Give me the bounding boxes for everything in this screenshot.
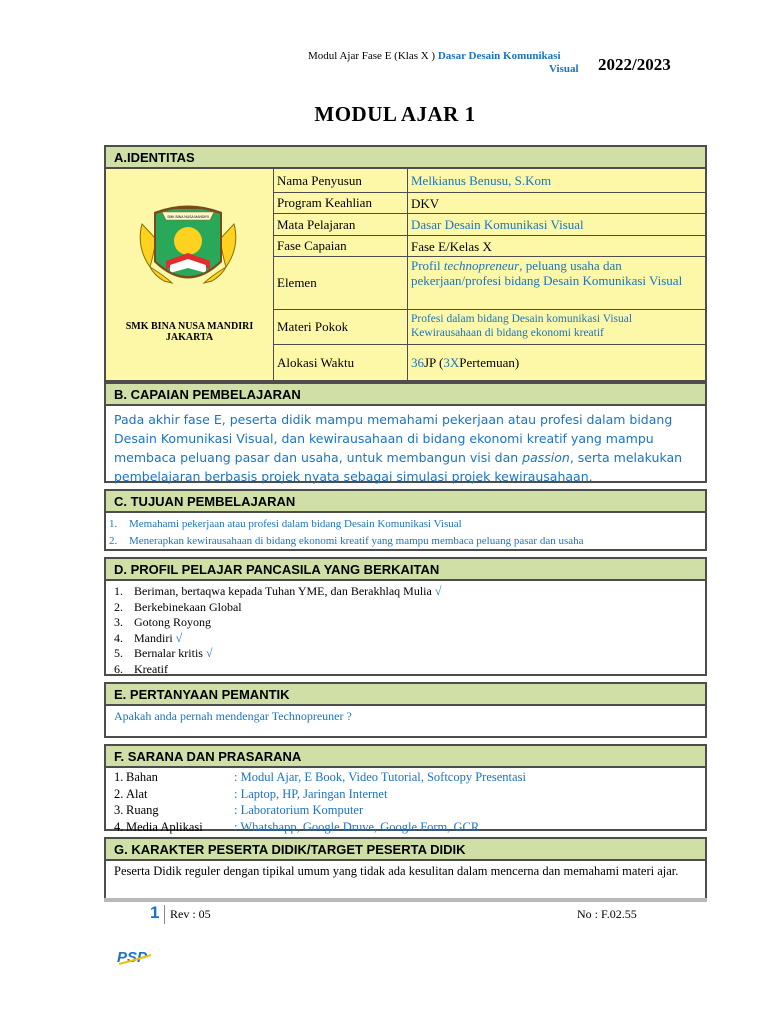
section-identitas-heading: A.IDENTITAS — [104, 145, 707, 167]
list-number: 6. — [114, 661, 123, 676]
list-text: Berkebinekaan Global — [134, 599, 242, 614]
list-number: 1. — [109, 518, 118, 530]
list-text: Gotong Royong — [134, 615, 212, 629]
elemen-text-italic: technopreneur — [443, 258, 520, 273]
elemen-text-pre: Profil — [411, 258, 444, 273]
school-name-line-2: JAKARTA — [165, 332, 214, 343]
list-number: 1. — [114, 584, 123, 598]
identity-value — [408, 310, 705, 344]
section-karakter-heading: G. KARAKTER PESERTA DIDIK/TARGET PESERTA DIDIK — [104, 837, 707, 859]
identity-row-elemen — [274, 257, 705, 310]
check-icon: √ — [434, 584, 442, 598]
materi-line-1: Profesi dalam bidang Desain komunikasi Visual — [411, 313, 633, 325]
header-subject: Dasar Desain Komunikasi — [437, 50, 561, 62]
list-text: Mandiri — [134, 630, 173, 645]
footer-divider — [104, 898, 707, 902]
identity-row-penyusun — [274, 169, 705, 193]
alokasi-jp: 36 — [411, 355, 424, 370]
identity-label: Alokasi Waktu — [274, 345, 408, 380]
list-item — [109, 533, 705, 550]
list-item — [114, 631, 705, 647]
tujuan-box — [104, 511, 707, 551]
sarana-row — [114, 786, 705, 803]
section-pertanyaan-heading: E. PERTANYAAN PEMANTIK — [104, 682, 707, 704]
capaian-box — [104, 404, 707, 483]
sarana-box — [104, 766, 707, 834]
list-number: 3. — [114, 615, 123, 629]
sarana-row — [114, 802, 705, 819]
running-header — [308, 50, 561, 62]
sarana-value: : Modul Ajar, E Book, Video Tutorial, Softcopy Presentasi — [234, 770, 526, 784]
revision-label: Rev : 05 — [170, 907, 211, 921]
identity-label: Fase Capaian — [274, 236, 408, 256]
alokasi-pertemuan: 3X — [443, 355, 460, 370]
capaian-text-post: , serta melakukan pembelajaran berbasis projek nyata sebagai simulasi projek kewirausahaan. — [114, 450, 683, 484]
list-number: 5. — [114, 646, 123, 660]
identity-row-program — [274, 193, 705, 214]
page-number: 1 — [150, 903, 160, 922]
list-number: 2. — [109, 535, 118, 547]
sarana-label: Bahan — [126, 770, 158, 784]
list-text: Beriman, bertaqwa kepada Tuhan YME, dan Berakhlaq Mulia — [134, 584, 432, 598]
identity-row-fase — [274, 236, 705, 257]
list-number: 2. — [114, 599, 123, 614]
identity-value: Fase E/Kelas X — [408, 236, 705, 256]
header-prefix: Modul Ajar Fase E (Klas X ) — [308, 50, 438, 62]
page-title: MODUL AJAR 1 — [314, 102, 476, 126]
header-year: 2022/2023 — [598, 55, 671, 74]
alokasi-jp-label: JP ( — [424, 355, 444, 370]
alokasi-pertemuan-label: Pertemuan) — [459, 355, 520, 370]
pertanyaan-box: Apakah anda pernah mendengar Technopreuner ? — [104, 704, 707, 738]
sarana-row — [114, 769, 705, 786]
sarana-label: Ruang — [126, 803, 159, 817]
list-number: 4. — [114, 630, 123, 645]
check-icon: √ — [205, 646, 213, 660]
list-number: 3. — [114, 803, 124, 817]
sarana-row — [114, 819, 705, 836]
identity-value — [408, 257, 705, 309]
karakter-box: Peserta Didik reguler dengan tipikal umum yang tidak ada kesulitan dalam mencerna dan memahami materi ajar. — [104, 859, 707, 902]
identity-label: Mata Pelajaran — [274, 214, 408, 235]
identity-row-mapel — [274, 214, 705, 236]
logo-banner-text: SMK BINA NUSA MANDIRI — [167, 215, 209, 219]
profil-list — [114, 584, 705, 677]
capaian-text-pre: Pada akhir fase E, peserta didik mampu memahami pekerjaan atau profesi dalam bidang Desain Komunikasi Visual, dan kewirausahaan di bidang ekonomi kreatif yang mampu membaca peluang pasar dan usaha, untuk membangun visi dan — [114, 412, 673, 465]
form-number: No : F.02.55 — [577, 907, 637, 921]
elemen-text-post: , peluang usaha dan pekerjaan/profesi bidang Desain Komunikasi Visual — [411, 258, 683, 288]
identity-label: Materi Pokok — [274, 310, 408, 344]
sarana-value: : Whatshapp, Google Druve, Google Form, GCR — [234, 819, 480, 834]
identity-label: Program Keahlian — [274, 193, 408, 213]
section-tujuan-heading: C. TUJUAN PEMBELAJARAN — [104, 489, 707, 511]
school-name — [106, 321, 273, 343]
list-item — [114, 662, 705, 678]
sarana-value: : Laboratorium Komputer — [234, 803, 364, 817]
identity-label: Nama Penyusun — [274, 169, 408, 192]
list-item — [114, 646, 705, 662]
section-profil-heading: D. PROFIL PELAJAR PANCASILA YANG BERKAITAN — [104, 557, 707, 579]
sarana-label: Alat — [126, 786, 148, 801]
identitas-box — [104, 167, 707, 382]
sarana-label: Media Aplikasi — [126, 819, 203, 834]
identity-value: DKV — [408, 193, 705, 213]
list-item — [109, 516, 705, 533]
identity-table — [274, 169, 705, 380]
profil-box — [104, 579, 707, 676]
psp-logo-icon — [117, 946, 153, 968]
module-document — [104, 145, 707, 902]
list-number: 2. — [114, 786, 124, 801]
list-text: Bernalar kritis — [134, 646, 203, 660]
list-number: 1. — [114, 770, 124, 784]
identity-value — [408, 345, 705, 380]
list-text: Memahami pekerjaan atau profesi dalam bidang Desain Komunikasi Visual — [129, 518, 462, 530]
identity-row-materi — [274, 310, 705, 345]
list-item — [114, 615, 705, 631]
school-logo-cell — [106, 169, 274, 380]
materi-line-2: Kewirausahaan di bidang ekonomi kreatif — [411, 327, 604, 339]
tujuan-list — [109, 516, 705, 550]
list-number: 4. — [114, 819, 124, 834]
list-text: Menerapkan kewirausahaan di bidang ekonomi kreatif yang mampu membaca peluang pasar dan usaha — [129, 535, 584, 547]
list-item — [114, 600, 705, 616]
identity-value: Dasar Desain Komunikasi Visual — [408, 214, 705, 235]
section-sarana-heading: F. SARANA DAN PRASARANA — [104, 744, 707, 766]
school-logo-icon — [106, 169, 273, 319]
list-item — [114, 584, 705, 600]
identity-label: Elemen — [274, 257, 408, 309]
page-number-separator — [164, 905, 165, 924]
sarana-value: : Laptop, HP, Jaringan Internet — [234, 786, 388, 801]
check-icon: √ — [175, 630, 183, 645]
capaian-text-italic: passion — [522, 450, 570, 465]
psp-logo-text: PSP — [117, 949, 148, 966]
identity-row-alokasi — [274, 345, 705, 380]
header-subject-2: Visual — [549, 63, 579, 75]
school-name-line-1: SMK BINA NUSA MANDIRI — [125, 321, 254, 332]
identity-value: Melkianus Benusu, S.Kom — [408, 169, 705, 192]
section-capaian-heading: B. CAPAIAN PEMBELAJARAN — [104, 382, 707, 404]
list-text: Kreatif — [134, 661, 168, 676]
